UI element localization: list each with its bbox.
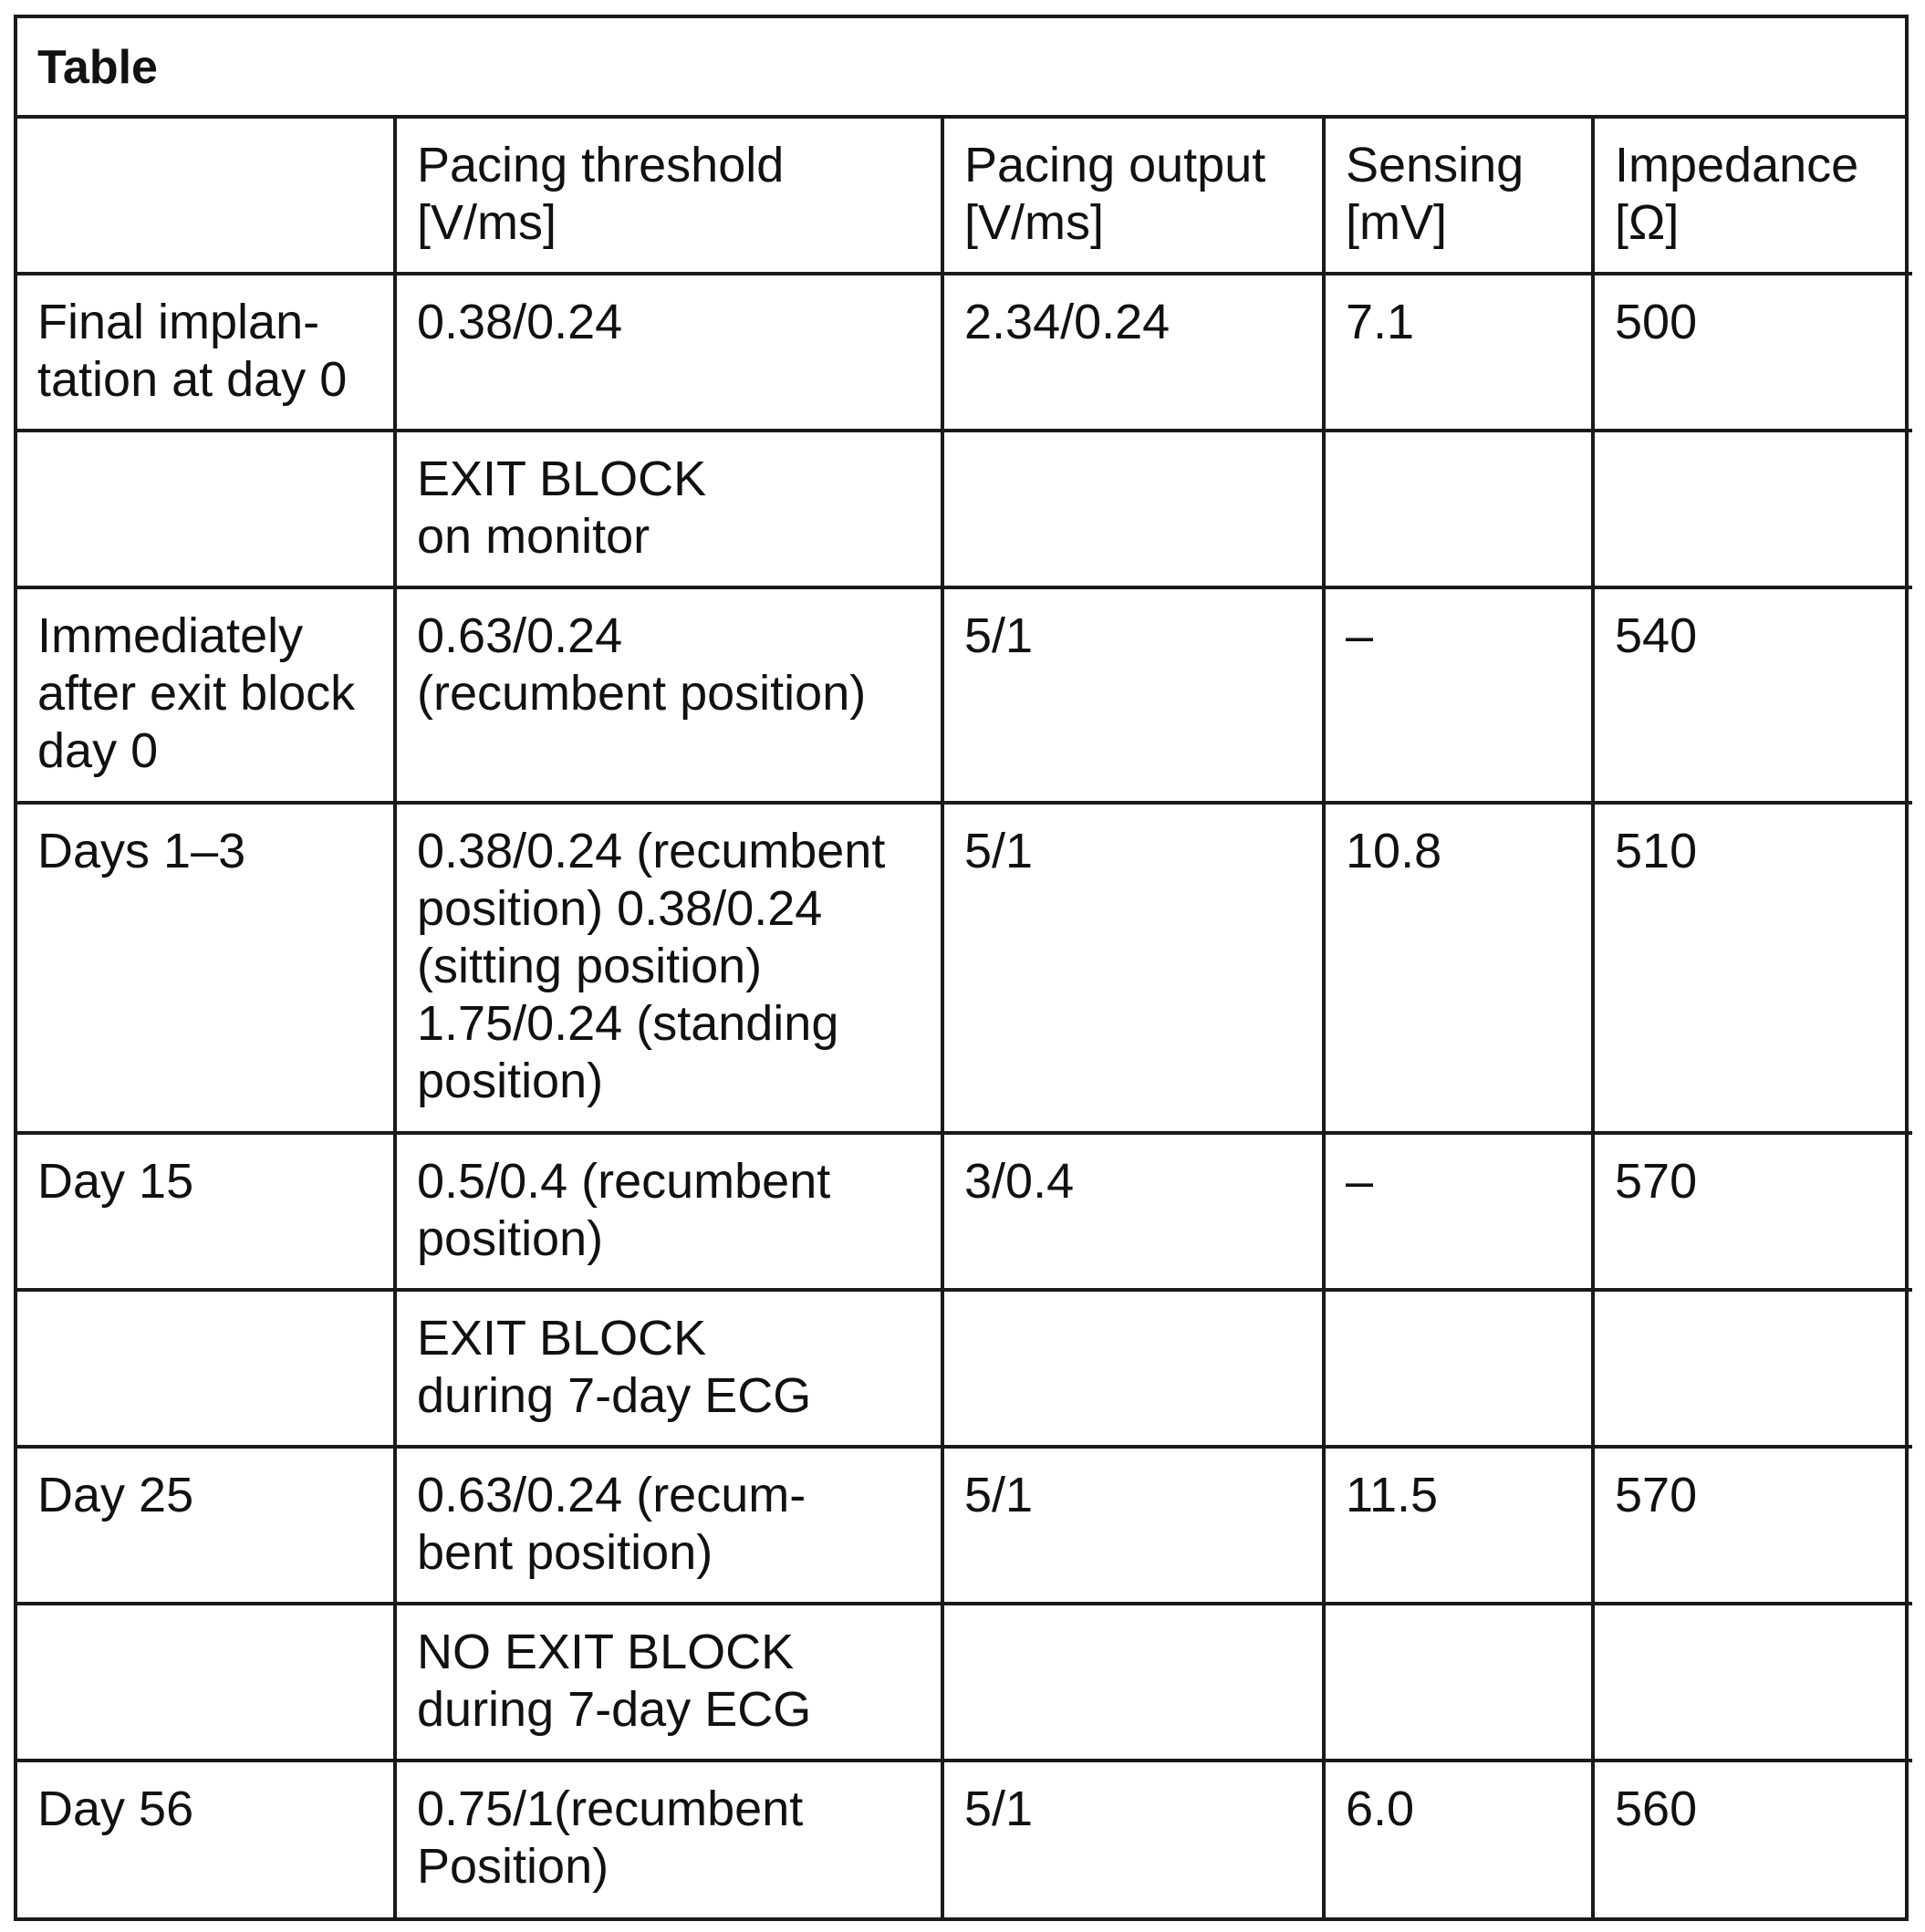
table-cell-pacing-output: 5/1 bbox=[942, 1447, 1324, 1604]
table-cell-pacing-output bbox=[942, 1290, 1324, 1447]
table-cell-pacing-output: 3/0.4 bbox=[942, 1133, 1324, 1290]
table-cell-timepoint: Day 15 bbox=[17, 1133, 395, 1290]
table-cell-timepoint: Final implan- tation at day 0 bbox=[17, 274, 395, 431]
table-cell-sensing: 6.0 bbox=[1324, 1761, 1593, 1917]
table-cell-pacing-threshold: 0.5/0.4 (recumbent position) bbox=[395, 1133, 942, 1290]
table-row bbox=[17, 1761, 1912, 1917]
table-cell-sensing: 10.8 bbox=[1324, 803, 1593, 1133]
table-cell-sensing bbox=[1324, 431, 1593, 587]
table-row bbox=[17, 1133, 1912, 1290]
table-caption: Table bbox=[17, 18, 1905, 119]
table-header-row bbox=[17, 119, 1912, 274]
table-cell-sensing: 7.1 bbox=[1324, 274, 1593, 431]
table-cell-timepoint bbox=[17, 431, 395, 587]
table-cell-timepoint: Immediately after exit block day 0 bbox=[17, 587, 395, 803]
table-row bbox=[17, 1447, 1912, 1604]
table-cell-timepoint: Day 56 bbox=[17, 1761, 395, 1917]
table-cell-pacing-threshold: EXIT BLOCK on monitor bbox=[395, 431, 942, 587]
table-cell-impedance: 560 bbox=[1593, 1761, 1912, 1917]
table-cell-sensing: – bbox=[1324, 587, 1593, 803]
table-cell-sensing bbox=[1324, 1604, 1593, 1761]
table-cell-impedance: 500 bbox=[1593, 274, 1912, 431]
header-cell-pacing-output: Pacing output [V/ms] bbox=[942, 119, 1324, 274]
table-cell-impedance bbox=[1593, 1290, 1912, 1447]
table-cell-impedance: 570 bbox=[1593, 1133, 1912, 1290]
header-cell-pacing-threshold: Pacing threshold [V/ms] bbox=[395, 119, 942, 274]
table-cell-pacing-threshold: 0.63/0.24 (recumbent position) bbox=[395, 587, 942, 803]
table-cell-pacing-output bbox=[942, 431, 1324, 587]
table-cell-pacing-threshold: 0.63/0.24 (recum- bent position) bbox=[395, 1447, 942, 1604]
header-cell-empty bbox=[17, 119, 395, 274]
table-cell-sensing: 11.5 bbox=[1324, 1447, 1593, 1604]
table-cell-timepoint bbox=[17, 1290, 395, 1447]
table-cell-impedance bbox=[1593, 431, 1912, 587]
table-cell-pacing-threshold: 0.38/0.24 (recumbent position) 0.38/0.24 (sitting position) 1.75/0.24 (standing position) bbox=[395, 803, 942, 1133]
table-row bbox=[17, 803, 1912, 1133]
table-cell-pacing-output: 2.34/0.24 bbox=[942, 274, 1324, 431]
table-cell-pacing-threshold: NO EXIT BLOCK during 7-day ECG bbox=[395, 1604, 942, 1761]
table-cell-impedance bbox=[1593, 1604, 1912, 1761]
table-cell-impedance: 510 bbox=[1593, 803, 1912, 1133]
table-cell-timepoint: Days 1–3 bbox=[17, 803, 395, 1133]
table-cell-impedance: 540 bbox=[1593, 587, 1912, 803]
table-cell-pacing-output: 5/1 bbox=[942, 1761, 1324, 1917]
table-row bbox=[17, 274, 1912, 431]
table-cell-pacing-threshold: 0.38/0.24 bbox=[395, 274, 942, 431]
table-cell-timepoint: Day 25 bbox=[17, 1447, 395, 1604]
table-row bbox=[17, 1290, 1912, 1447]
table-cell-timepoint bbox=[17, 1604, 395, 1761]
data-table bbox=[14, 15, 1909, 1921]
table-cell-pacing-threshold: EXIT BLOCK during 7-day ECG bbox=[395, 1290, 942, 1447]
table-cell-pacing-output: 5/1 bbox=[942, 803, 1324, 1133]
data-table-grid bbox=[17, 119, 1912, 1917]
table-row bbox=[17, 1604, 1912, 1761]
table-cell-pacing-output: 5/1 bbox=[942, 587, 1324, 803]
header-cell-sensing: Sensing [mV] bbox=[1324, 119, 1593, 274]
header-cell-impedance: Impedance [Ω] bbox=[1593, 119, 1912, 274]
table-cell-sensing: – bbox=[1324, 1133, 1593, 1290]
table-cell-impedance: 570 bbox=[1593, 1447, 1912, 1604]
table-cell-sensing bbox=[1324, 1290, 1593, 1447]
table-row bbox=[17, 587, 1912, 803]
table-row bbox=[17, 431, 1912, 587]
table-cell-pacing-threshold: 0.75/1(recumbent Position) bbox=[395, 1761, 942, 1917]
table-cell-pacing-output bbox=[942, 1604, 1324, 1761]
